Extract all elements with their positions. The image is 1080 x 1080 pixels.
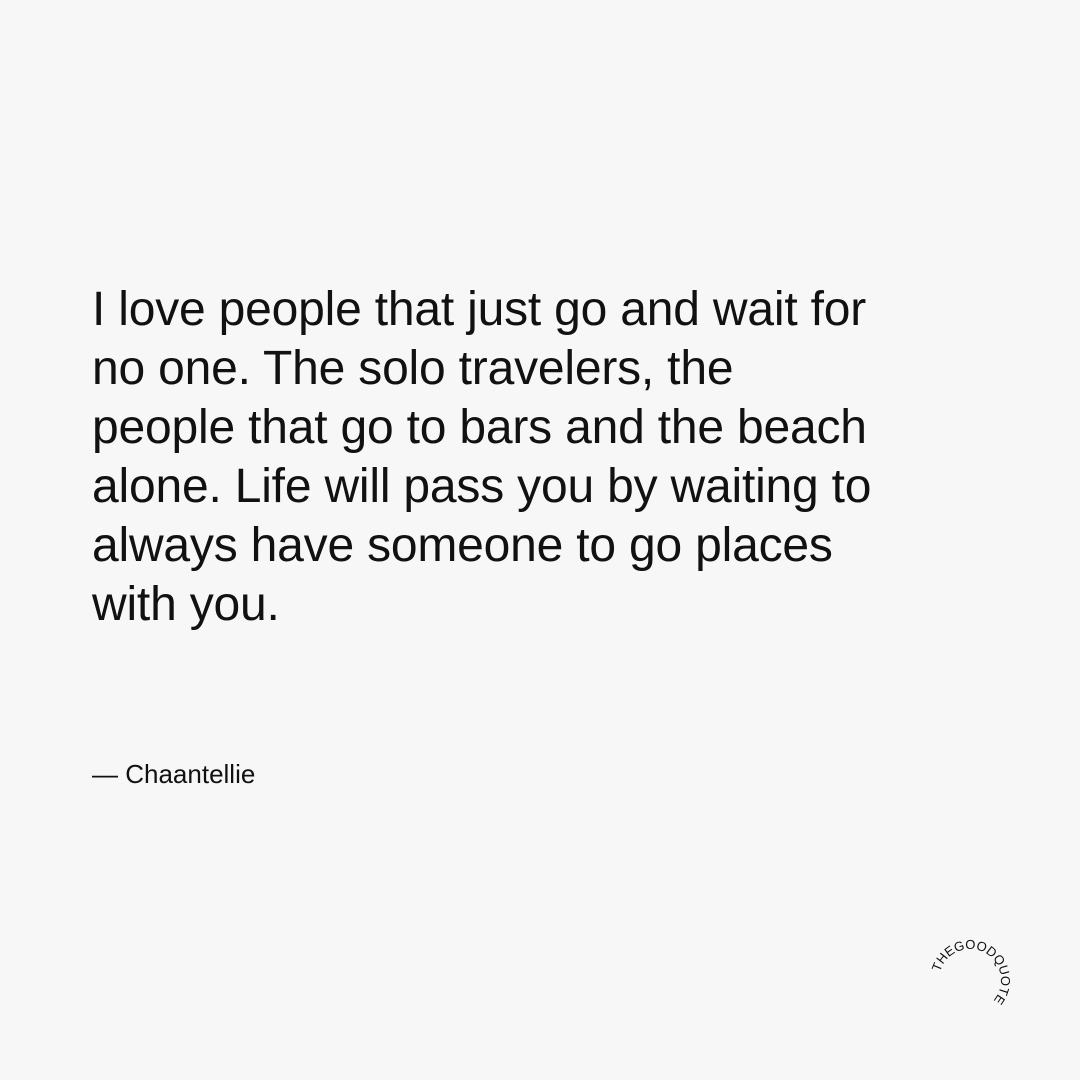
quote-line-6: with you. xyxy=(92,578,280,631)
thegoodquote-circular-logo xyxy=(920,930,1020,1030)
quote-line-5: always have someone to go places xyxy=(92,519,833,572)
quote-line-1: I love people that just go and wait for xyxy=(92,283,867,336)
quote-line-3: people that go to bars and the beach xyxy=(92,401,867,454)
logo-circular-text xyxy=(929,937,1014,1008)
quote-line-2: no one. The solo travelers, the xyxy=(92,342,734,395)
quote-text xyxy=(92,280,1022,634)
quote-line-4: alone. Life will pass you by waiting to xyxy=(92,460,872,513)
quote-attribution: — Chaantellie xyxy=(92,759,256,789)
logo-text-path: THEGOODQUOTE xyxy=(928,936,1014,1008)
